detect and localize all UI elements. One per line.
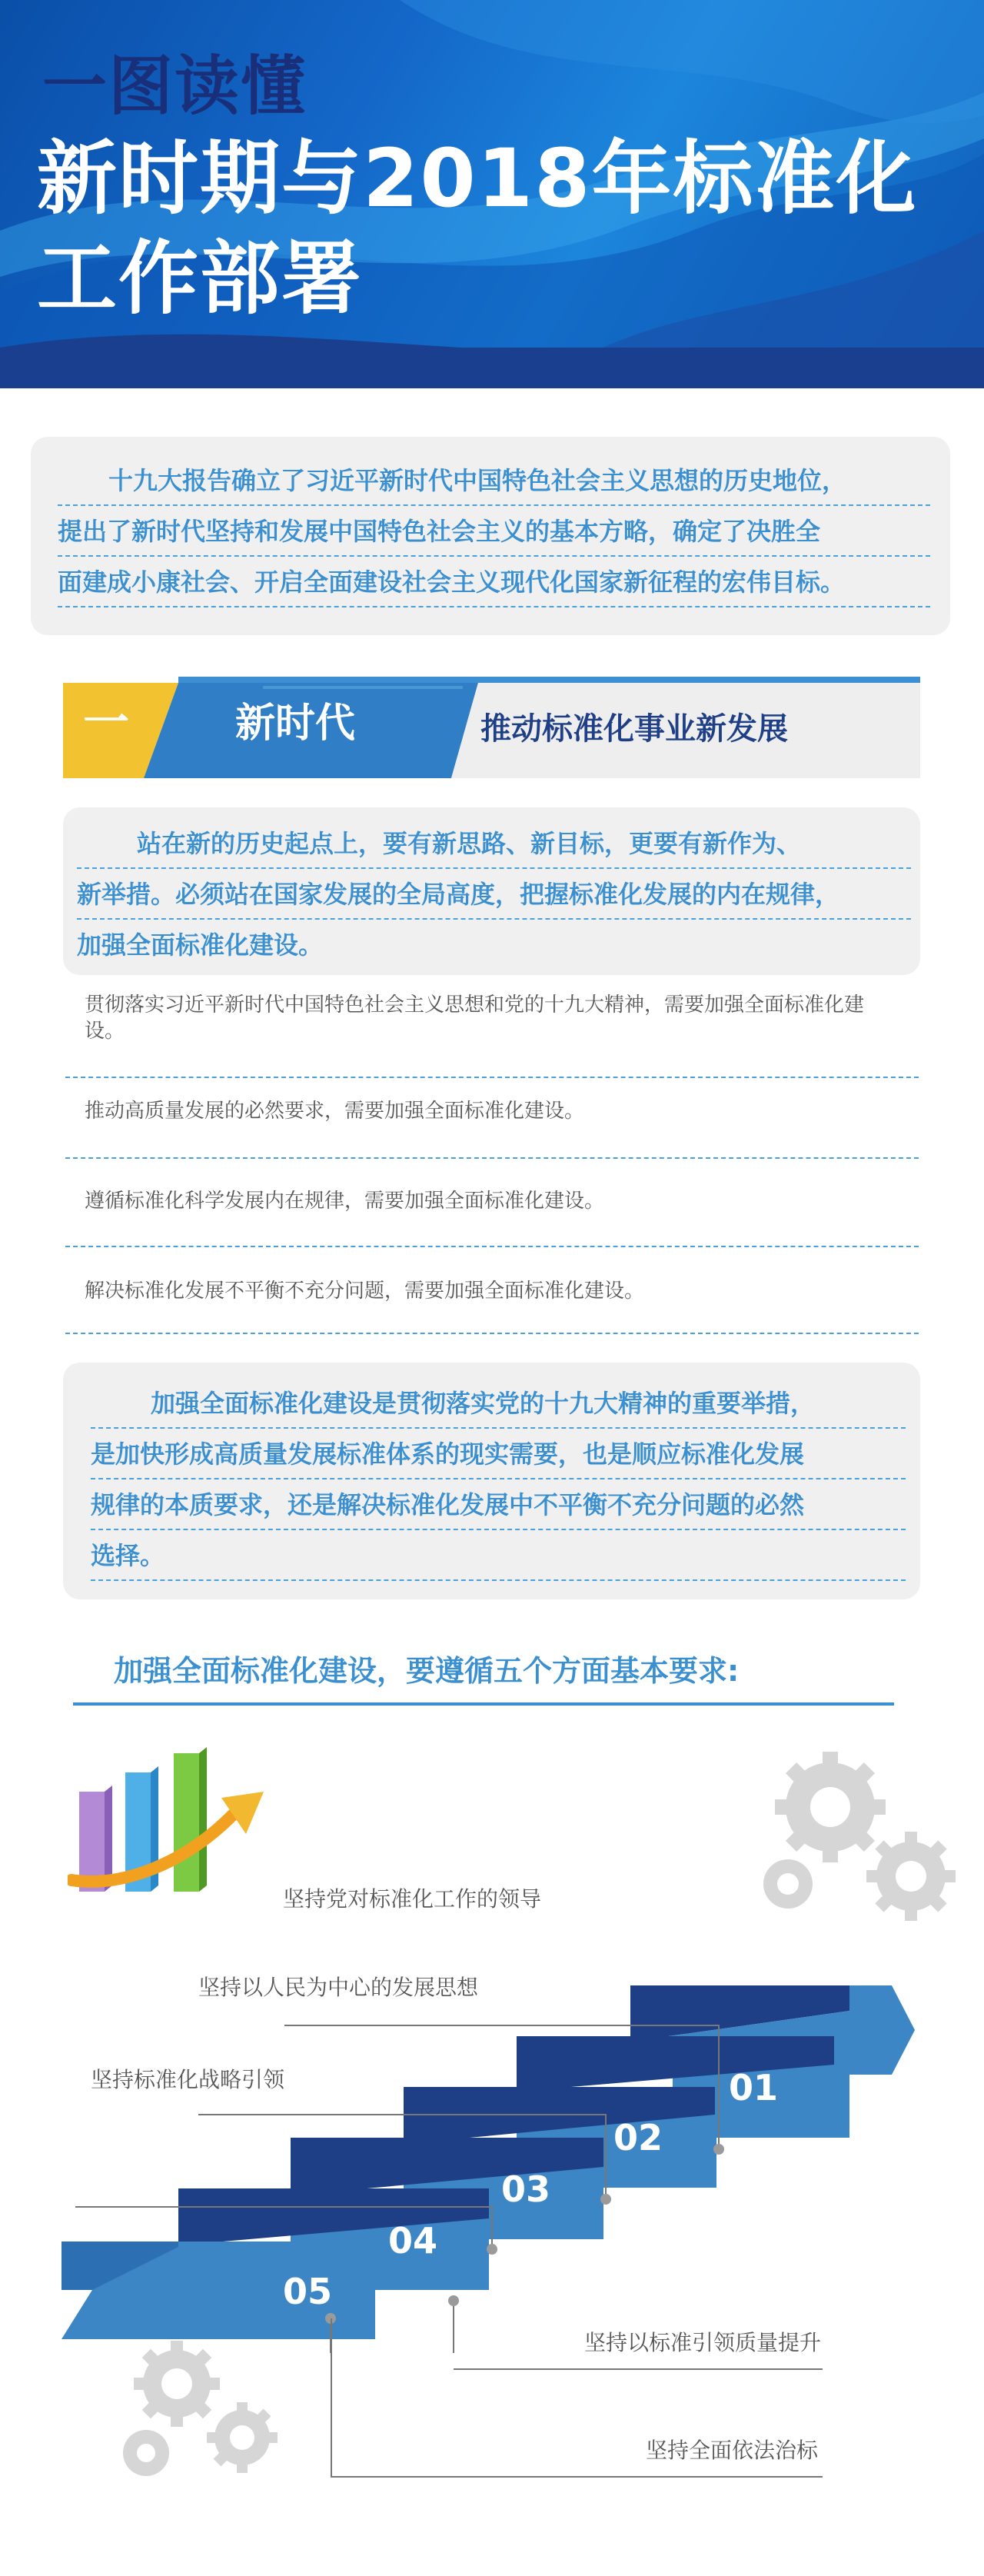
header-banner — [0, 0, 984, 388]
intro-paragraph — [58, 455, 930, 607]
bar-chart-arrow-icon — [68, 1738, 275, 1907]
list-item: 推动高质量发展的必然要求，需要加强全面标准化建设。 — [85, 1100, 585, 1123]
divider — [65, 1246, 919, 1247]
step-label: 坚持党对标准化工作的领导 — [283, 1886, 542, 1912]
summary-line: 是加快形成高质量发展标准体系的现实需要，也是顺应标准化发展 — [91, 1429, 906, 1479]
connector-04 — [454, 2368, 823, 2370]
summary-line: 选择。 — [91, 1530, 906, 1581]
step-number: 04 — [388, 2220, 438, 2261]
lead-line: 加强全面标准化建设。 — [77, 930, 324, 960]
step-number: 05 — [283, 2271, 333, 2312]
gears-icon — [753, 1746, 969, 1945]
requirements-underline — [73, 1702, 894, 1706]
step-label: 坚持以标准引领质量提升 — [584, 2330, 822, 2355]
divider — [65, 1333, 919, 1334]
gears-icon — [115, 2330, 292, 2491]
step-number: 02 — [613, 2117, 663, 2158]
intro-line: 十九大报告确立了习近平新时代中国特色社会主义思想的历史地位， — [58, 455, 930, 506]
list-item: 解决标准化发展不平衡不充分问题，需要加强全面标准化建设。 — [85, 1280, 645, 1303]
step-label: 坚持标准化战略引领 — [91, 2067, 285, 2092]
banner-kicker: 一图读懂 — [42, 48, 308, 124]
connector-05 — [331, 2476, 823, 2478]
list-item: 遵循标准化科学发展内在规律，需要加强全面标准化建设。 — [85, 1190, 605, 1213]
step-number: 03 — [501, 2168, 551, 2210]
connector-05-vertical — [331, 2318, 332, 2476]
lead-paragraph — [77, 818, 911, 969]
banner-bottom-band — [0, 348, 984, 388]
divider — [65, 1077, 919, 1078]
step-label: 坚持全面依法治标 — [646, 2438, 819, 2463]
intro-line: 提出了新时代坚持和发展中国特色社会主义的基本方略，确定了决胜全 — [58, 506, 930, 557]
step-label: 坚持以人民为中心的发展思想 — [198, 1975, 479, 2000]
lead-line: 新举措。必须站在国家发展的全局高度，把握标准化发展的内在规律， — [77, 869, 911, 920]
summary-paragraph — [91, 1378, 906, 1581]
list-item: 贯彻落实习近平新时代中国特色社会主义思想和党的十九大精神，需要加强全面标准化建设。 — [85, 993, 865, 1043]
intro-line: 面建成小康社会、开启全面建设社会主义现代化国家新征程的宏伟目标。 — [58, 557, 930, 607]
banner-title-line1: 新时期与2018年标准化 — [37, 131, 918, 225]
step-number: 01 — [729, 2067, 779, 2108]
requirements-heading: 加强全面标准化建设，要遵循五个方面基本要求: — [114, 1654, 740, 1688]
section-heading: 推动标准化事业新发展 — [480, 711, 788, 747]
section-tag: 新时代 — [235, 701, 356, 747]
section-number: 一 — [83, 696, 129, 750]
summary-line: 加强全面标准化建设是贯彻落实党的十九大精神的重要举措， — [91, 1378, 906, 1429]
summary-line: 规律的本质要求，还是解决标准化发展中不平衡不充分问题的必然 — [91, 1479, 906, 1530]
banner-title-line2: 工作部署 — [37, 231, 364, 325]
staircase-diagram — [0, 1969, 984, 2353]
divider — [65, 1157, 919, 1159]
lead-line: 站在新的历史起点上，要有新思路、新目标，更要有新作为、 — [77, 818, 911, 869]
